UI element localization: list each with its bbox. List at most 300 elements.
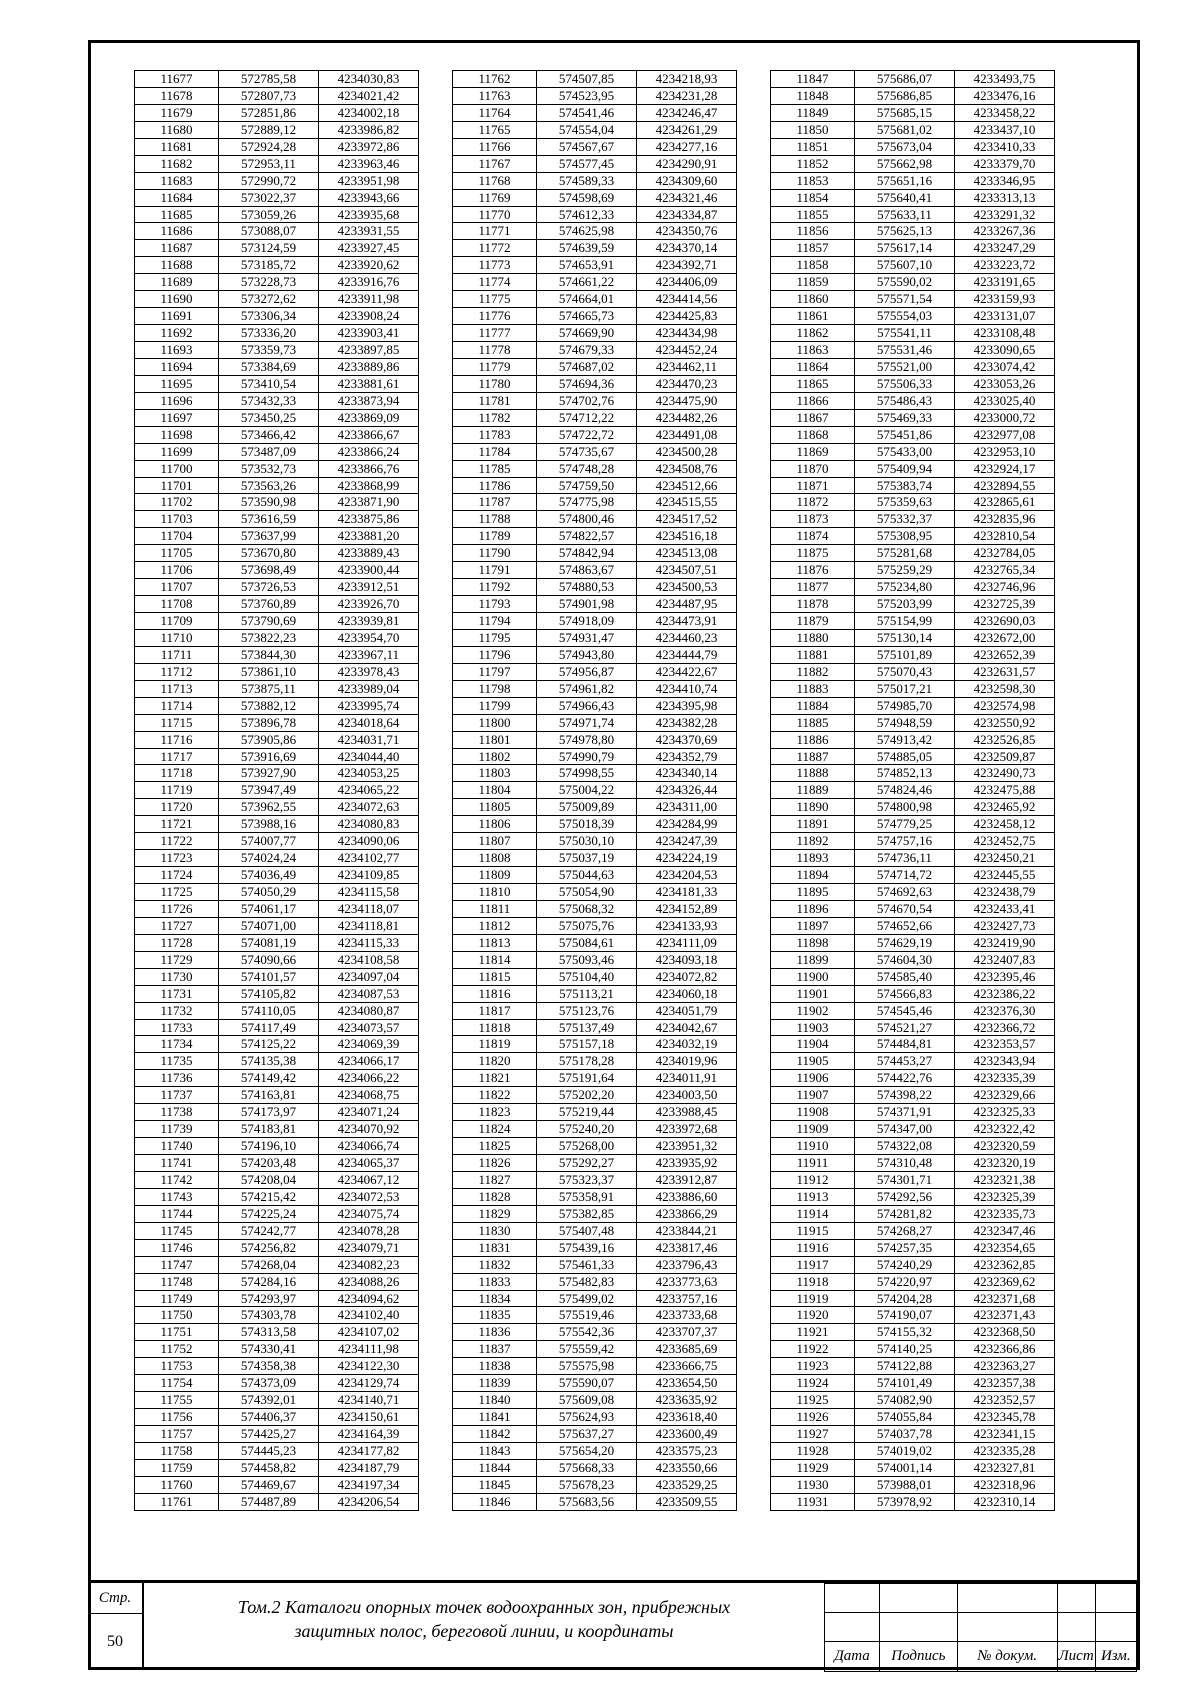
table-row — [135, 1324, 419, 1341]
y-coordinate-cell: 4234019,96 — [637, 1053, 737, 1070]
table-row — [453, 714, 737, 731]
point-id-cell: 11713 — [135, 680, 219, 697]
point-id-cell: 11917 — [771, 1256, 855, 1273]
y-coordinate-cell: 4232325,33 — [955, 1104, 1055, 1121]
x-coordinate-cell: 574284,16 — [219, 1273, 319, 1290]
table-row — [453, 1493, 737, 1510]
x-coordinate-cell: 575624,93 — [537, 1409, 637, 1426]
point-id-cell: 11678 — [135, 87, 219, 104]
x-coordinate-cell: 574358,38 — [219, 1358, 319, 1375]
table-row — [771, 985, 1055, 1002]
table-row — [453, 1426, 737, 1443]
point-id-cell: 11863 — [771, 342, 855, 359]
x-coordinate-cell: 575590,07 — [537, 1375, 637, 1392]
table-row — [771, 257, 1055, 274]
y-coordinate-cell: 4234032,19 — [637, 1036, 737, 1053]
point-id-cell: 11783 — [453, 426, 537, 443]
x-coordinate-cell: 575559,42 — [537, 1341, 637, 1358]
x-coordinate-cell: 574665,73 — [537, 308, 637, 325]
x-coordinate-cell: 574301,71 — [855, 1171, 955, 1188]
table-row — [453, 409, 737, 426]
x-coordinate-cell: 573896,78 — [219, 714, 319, 731]
table-row — [453, 1121, 737, 1138]
x-coordinate-cell: 574852,13 — [855, 765, 955, 782]
y-coordinate-cell: 4234516,18 — [637, 528, 737, 545]
point-id-cell: 11843 — [453, 1442, 537, 1459]
y-coordinate-cell: 4234197,34 — [319, 1476, 419, 1493]
y-coordinate-cell: 4234071,24 — [319, 1104, 419, 1121]
x-coordinate-cell: 574757,16 — [855, 833, 955, 850]
x-coordinate-cell: 574800,98 — [855, 799, 955, 816]
x-coordinate-cell: 575686,07 — [855, 71, 955, 88]
table-row — [771, 1358, 1055, 1375]
table-row — [135, 613, 419, 630]
x-coordinate-cell: 575541,11 — [855, 325, 955, 342]
point-id-cell: 11711 — [135, 646, 219, 663]
point-id-cell: 11740 — [135, 1138, 219, 1155]
x-coordinate-cell: 574652,66 — [855, 917, 955, 934]
table-row — [135, 951, 419, 968]
point-id-cell: 11699 — [135, 443, 219, 460]
y-coordinate-cell: 4233967,11 — [319, 646, 419, 663]
point-id-cell: 11754 — [135, 1375, 219, 1392]
x-coordinate-cell: 574943,80 — [537, 646, 637, 663]
table-row — [453, 342, 737, 359]
table-row — [135, 155, 419, 172]
point-id-cell: 11825 — [453, 1138, 537, 1155]
x-coordinate-cell: 575609,08 — [537, 1392, 637, 1409]
y-coordinate-cell: 4232835,96 — [955, 511, 1055, 528]
table-row — [771, 613, 1055, 630]
point-id-cell: 11816 — [453, 985, 537, 1002]
y-coordinate-cell: 4233600,49 — [637, 1426, 737, 1443]
stamp-header-date: Дата — [825, 1642, 880, 1672]
point-id-cell: 11775 — [453, 291, 537, 308]
x-coordinate-cell: 573927,90 — [219, 765, 319, 782]
point-id-cell: 11761 — [135, 1493, 219, 1510]
y-coordinate-cell: 4233912,51 — [319, 579, 419, 596]
point-id-cell: 11727 — [135, 917, 219, 934]
x-coordinate-cell: 575191,64 — [537, 1070, 637, 1087]
table-row — [453, 1087, 737, 1104]
point-id-cell: 11766 — [453, 138, 537, 155]
point-id-cell: 11924 — [771, 1375, 855, 1392]
table-row — [135, 968, 419, 985]
point-id-cell: 11855 — [771, 206, 855, 223]
x-coordinate-cell: 573306,34 — [219, 308, 319, 325]
point-id-cell: 11837 — [453, 1341, 537, 1358]
table-row — [771, 1104, 1055, 1121]
table-row — [135, 358, 419, 375]
table-row — [771, 1188, 1055, 1205]
table-row — [771, 274, 1055, 291]
x-coordinate-cell: 573790,69 — [219, 613, 319, 630]
table-row — [771, 71, 1055, 88]
point-id-cell: 11919 — [771, 1290, 855, 1307]
table-row — [771, 1036, 1055, 1053]
table-row — [771, 1442, 1055, 1459]
point-id-cell: 11715 — [135, 714, 219, 731]
y-coordinate-cell: 4234066,74 — [319, 1138, 419, 1155]
y-coordinate-cell: 4233313,13 — [955, 189, 1055, 206]
table-row — [135, 325, 419, 342]
y-coordinate-cell: 4234517,52 — [637, 511, 737, 528]
x-coordinate-cell: 574019,02 — [855, 1442, 955, 1459]
point-id-cell: 11753 — [135, 1358, 219, 1375]
y-coordinate-cell: 4234111,09 — [637, 934, 737, 951]
x-coordinate-cell: 574240,29 — [855, 1256, 955, 1273]
y-coordinate-cell: 4234053,25 — [319, 765, 419, 782]
table-row — [771, 680, 1055, 697]
point-id-cell: 11793 — [453, 596, 537, 613]
point-id-cell: 11882 — [771, 663, 855, 680]
table-row — [453, 545, 737, 562]
point-id-cell: 11724 — [135, 867, 219, 884]
x-coordinate-cell: 572990,72 — [219, 172, 319, 189]
y-coordinate-cell: 4234067,12 — [319, 1171, 419, 1188]
point-id-cell: 11801 — [453, 731, 537, 748]
table-row — [771, 646, 1055, 663]
point-id-cell: 11695 — [135, 375, 219, 392]
point-id-cell: 11681 — [135, 138, 219, 155]
y-coordinate-cell: 4232652,39 — [955, 646, 1055, 663]
point-id-cell: 11717 — [135, 748, 219, 765]
x-coordinate-cell: 573822,23 — [219, 629, 319, 646]
y-coordinate-cell: 4232810,54 — [955, 528, 1055, 545]
stamp-row — [825, 1613, 1137, 1642]
table-row — [453, 443, 737, 460]
x-coordinate-cell: 574406,37 — [219, 1409, 319, 1426]
table-row — [135, 833, 419, 850]
table-row — [453, 579, 737, 596]
table-row — [453, 697, 737, 714]
table-row — [135, 274, 419, 291]
x-coordinate-cell: 573844,30 — [219, 646, 319, 663]
table-row — [135, 748, 419, 765]
x-coordinate-cell: 575409,94 — [855, 460, 955, 477]
point-id-cell: 11782 — [453, 409, 537, 426]
y-coordinate-cell: 4234231,28 — [637, 87, 737, 104]
table-row — [135, 528, 419, 545]
point-id-cell: 11802 — [453, 748, 537, 765]
x-coordinate-cell: 575571,54 — [855, 291, 955, 308]
y-coordinate-cell: 4233939,81 — [319, 613, 419, 630]
x-coordinate-cell: 574679,33 — [537, 342, 637, 359]
point-id-cell: 11913 — [771, 1188, 855, 1205]
point-id-cell: 11682 — [135, 155, 219, 172]
point-id-cell: 11819 — [453, 1036, 537, 1053]
table-row — [771, 1019, 1055, 1036]
y-coordinate-cell: 4233954,70 — [319, 629, 419, 646]
table-row — [771, 579, 1055, 596]
point-id-cell: 11677 — [135, 71, 219, 88]
table-row — [453, 917, 737, 934]
y-coordinate-cell: 4234462,11 — [637, 358, 737, 375]
table-row — [771, 1002, 1055, 1019]
x-coordinate-cell: 575654,20 — [537, 1442, 637, 1459]
x-coordinate-cell: 574268,27 — [855, 1222, 955, 1239]
table-row — [135, 884, 419, 901]
y-coordinate-cell: 4234068,75 — [319, 1087, 419, 1104]
stamp-cell — [1095, 1584, 1136, 1613]
table-row — [135, 121, 419, 138]
y-coordinate-cell: 4234452,24 — [637, 342, 737, 359]
table-row — [135, 663, 419, 680]
y-coordinate-cell: 4233908,24 — [319, 308, 419, 325]
x-coordinate-cell: 573185,72 — [219, 257, 319, 274]
y-coordinate-cell: 4232631,57 — [955, 663, 1055, 680]
table-row — [453, 613, 737, 630]
point-id-cell: 11889 — [771, 782, 855, 799]
point-id-cell: 11784 — [453, 443, 537, 460]
x-coordinate-cell: 575383,74 — [855, 477, 955, 494]
y-coordinate-cell: 4232924,17 — [955, 460, 1055, 477]
y-coordinate-cell: 4234021,42 — [319, 87, 419, 104]
point-id-cell: 11928 — [771, 1442, 855, 1459]
point-id-cell: 11873 — [771, 511, 855, 528]
x-coordinate-cell: 574985,70 — [855, 697, 955, 714]
x-coordinate-cell: 574669,90 — [537, 325, 637, 342]
point-id-cell: 11831 — [453, 1239, 537, 1256]
point-id-cell: 11853 — [771, 172, 855, 189]
y-coordinate-cell: 4233927,45 — [319, 240, 419, 257]
x-coordinate-cell: 575268,00 — [537, 1138, 637, 1155]
x-coordinate-cell: 574901,98 — [537, 596, 637, 613]
point-id-cell: 11746 — [135, 1239, 219, 1256]
title-block — [88, 1580, 1140, 1670]
point-id-cell: 11884 — [771, 697, 855, 714]
x-coordinate-cell: 574948,59 — [855, 714, 955, 731]
x-coordinate-cell: 574961,82 — [537, 680, 637, 697]
table-row — [453, 1358, 737, 1375]
y-coordinate-cell: 4232341,15 — [955, 1426, 1055, 1443]
table-row — [453, 1341, 737, 1358]
y-coordinate-cell: 4232354,65 — [955, 1239, 1055, 1256]
table-row — [135, 646, 419, 663]
table-row — [771, 358, 1055, 375]
point-id-cell: 11733 — [135, 1019, 219, 1036]
x-coordinate-cell: 574313,58 — [219, 1324, 319, 1341]
x-coordinate-cell: 574110,05 — [219, 1002, 319, 1019]
y-coordinate-cell: 4234370,14 — [637, 240, 737, 257]
x-coordinate-cell: 573760,89 — [219, 596, 319, 613]
point-id-cell: 11765 — [453, 121, 537, 138]
y-coordinate-cell: 4234414,56 — [637, 291, 737, 308]
y-coordinate-cell: 4233916,76 — [319, 274, 419, 291]
point-id-cell: 11927 — [771, 1426, 855, 1443]
table-row — [771, 1307, 1055, 1324]
table-row — [453, 121, 737, 138]
y-coordinate-cell: 4232433,41 — [955, 900, 1055, 917]
x-coordinate-cell: 575633,11 — [855, 206, 955, 223]
point-id-cell: 11854 — [771, 189, 855, 206]
point-id-cell: 11875 — [771, 545, 855, 562]
point-id-cell: 11803 — [453, 765, 537, 782]
y-coordinate-cell: 4234513,08 — [637, 545, 737, 562]
y-coordinate-cell: 4233951,98 — [319, 172, 419, 189]
x-coordinate-cell: 574692,63 — [855, 884, 955, 901]
y-coordinate-cell: 4233773,63 — [637, 1273, 737, 1290]
table-row — [771, 1426, 1055, 1443]
table-row — [771, 172, 1055, 189]
point-id-cell: 11714 — [135, 697, 219, 714]
table-row — [135, 917, 419, 934]
y-coordinate-cell: 4233886,60 — [637, 1188, 737, 1205]
x-coordinate-cell: 574913,42 — [855, 731, 955, 748]
point-id-cell: 11920 — [771, 1307, 855, 1324]
point-id-cell: 11851 — [771, 138, 855, 155]
table-row — [453, 985, 737, 1002]
point-id-cell: 11747 — [135, 1256, 219, 1273]
y-coordinate-cell: 4232407,83 — [955, 951, 1055, 968]
stamp-cell — [1095, 1613, 1136, 1642]
point-id-cell: 11722 — [135, 833, 219, 850]
y-coordinate-cell: 4233889,43 — [319, 545, 419, 562]
y-coordinate-cell: 4234224,19 — [637, 850, 737, 867]
x-coordinate-cell: 575685,15 — [855, 104, 955, 121]
point-id-cell: 11788 — [453, 511, 537, 528]
y-coordinate-cell: 4234512,66 — [637, 477, 737, 494]
table-row — [771, 528, 1055, 545]
x-coordinate-cell: 574971,74 — [537, 714, 637, 731]
point-id-cell: 11738 — [135, 1104, 219, 1121]
x-coordinate-cell: 574625,98 — [537, 223, 637, 240]
y-coordinate-cell: 4232438,79 — [955, 884, 1055, 901]
x-coordinate-cell: 574541,46 — [537, 104, 637, 121]
x-coordinate-cell: 575640,41 — [855, 189, 955, 206]
x-coordinate-cell: 575673,04 — [855, 138, 955, 155]
point-id-cell: 11800 — [453, 714, 537, 731]
y-coordinate-cell: 4233223,72 — [955, 257, 1055, 274]
x-coordinate-cell: 575382,85 — [537, 1205, 637, 1222]
y-coordinate-cell: 4232865,61 — [955, 494, 1055, 511]
table-row — [771, 731, 1055, 748]
x-coordinate-cell: 573637,99 — [219, 528, 319, 545]
point-id-cell: 11709 — [135, 613, 219, 630]
y-coordinate-cell: 4232894,55 — [955, 477, 1055, 494]
x-coordinate-cell: 574055,84 — [855, 1409, 955, 1426]
y-coordinate-cell: 4234425,83 — [637, 308, 737, 325]
point-id-cell: 11865 — [771, 375, 855, 392]
x-coordinate-cell: 574487,89 — [219, 1493, 319, 1510]
x-coordinate-cell: 575017,21 — [855, 680, 955, 697]
coordinates-table-2 — [452, 70, 737, 1511]
table-row — [135, 629, 419, 646]
y-coordinate-cell: 4234073,57 — [319, 1019, 419, 1036]
table-row — [453, 240, 737, 257]
x-coordinate-cell: 573947,49 — [219, 782, 319, 799]
y-coordinate-cell: 4234102,77 — [319, 850, 419, 867]
point-id-cell: 11903 — [771, 1019, 855, 1036]
x-coordinate-cell: 575519,46 — [537, 1307, 637, 1324]
y-coordinate-cell: 4233757,16 — [637, 1290, 737, 1307]
point-id-cell: 11779 — [453, 358, 537, 375]
y-coordinate-cell: 4232362,85 — [955, 1256, 1055, 1273]
y-coordinate-cell: 4233995,74 — [319, 697, 419, 714]
table-row — [771, 325, 1055, 342]
table-row — [453, 1053, 737, 1070]
point-id-cell: 11870 — [771, 460, 855, 477]
y-coordinate-cell: 4234500,53 — [637, 579, 737, 596]
y-coordinate-cell: 4232371,43 — [955, 1307, 1055, 1324]
y-coordinate-cell: 4234109,85 — [319, 867, 419, 884]
y-coordinate-cell: 4232746,96 — [955, 579, 1055, 596]
x-coordinate-cell: 575203,99 — [855, 596, 955, 613]
point-id-cell: 11844 — [453, 1459, 537, 1476]
table-row — [771, 1256, 1055, 1273]
y-coordinate-cell: 4233053,26 — [955, 375, 1055, 392]
x-coordinate-cell: 574458,82 — [219, 1459, 319, 1476]
x-coordinate-cell: 574779,25 — [855, 816, 955, 833]
table-row — [453, 799, 737, 816]
table-row — [135, 1019, 419, 1036]
y-coordinate-cell: 4234500,28 — [637, 443, 737, 460]
y-coordinate-cell: 4232371,68 — [955, 1290, 1055, 1307]
y-coordinate-cell: 4234470,23 — [637, 375, 737, 392]
point-id-cell: 11759 — [135, 1459, 219, 1476]
x-coordinate-cell: 575068,32 — [537, 900, 637, 917]
y-coordinate-cell: 4233943,66 — [319, 189, 419, 206]
y-coordinate-cell: 4234340,14 — [637, 765, 737, 782]
table-row — [135, 680, 419, 697]
table-row — [771, 714, 1055, 731]
x-coordinate-cell: 575506,33 — [855, 375, 955, 392]
y-coordinate-cell: 4234090,06 — [319, 833, 419, 850]
y-coordinate-cell: 4232335,39 — [955, 1070, 1055, 1087]
table-row — [135, 816, 419, 833]
point-id-cell: 11815 — [453, 968, 537, 985]
y-coordinate-cell: 4233000,72 — [955, 409, 1055, 426]
x-coordinate-cell: 575219,44 — [537, 1104, 637, 1121]
y-coordinate-cell: 4233963,46 — [319, 155, 419, 172]
point-id-cell: 11705 — [135, 545, 219, 562]
point-id-cell: 11827 — [453, 1171, 537, 1188]
x-coordinate-cell: 574001,14 — [855, 1459, 955, 1476]
point-id-cell: 11808 — [453, 850, 537, 867]
x-coordinate-cell: 574173,97 — [219, 1104, 319, 1121]
table-row — [135, 375, 419, 392]
table-row — [453, 1392, 737, 1409]
table-row — [453, 1409, 737, 1426]
x-coordinate-cell: 573563,26 — [219, 477, 319, 494]
point-id-cell: 11858 — [771, 257, 855, 274]
table-row — [771, 240, 1055, 257]
table-row — [453, 765, 737, 782]
x-coordinate-cell: 575461,33 — [537, 1256, 637, 1273]
table-row — [453, 223, 737, 240]
y-coordinate-cell: 4234140,71 — [319, 1392, 419, 1409]
point-id-cell: 11767 — [453, 155, 537, 172]
table-row — [453, 934, 737, 951]
y-coordinate-cell: 4234118,81 — [319, 917, 419, 934]
x-coordinate-cell: 574268,04 — [219, 1256, 319, 1273]
x-coordinate-cell: 574824,46 — [855, 782, 955, 799]
point-id-cell: 11841 — [453, 1409, 537, 1426]
table-row — [135, 477, 419, 494]
point-id-cell: 11706 — [135, 562, 219, 579]
x-coordinate-cell: 573875,11 — [219, 680, 319, 697]
point-id-cell: 11852 — [771, 155, 855, 172]
point-id-cell: 11750 — [135, 1307, 219, 1324]
table-row — [453, 1239, 737, 1256]
table-row — [135, 138, 419, 155]
point-id-cell: 11743 — [135, 1188, 219, 1205]
y-coordinate-cell: 4232369,62 — [955, 1273, 1055, 1290]
table-row — [135, 1104, 419, 1121]
point-id-cell: 11860 — [771, 291, 855, 308]
y-coordinate-cell: 4234434,98 — [637, 325, 737, 342]
point-id-cell: 11929 — [771, 1459, 855, 1476]
